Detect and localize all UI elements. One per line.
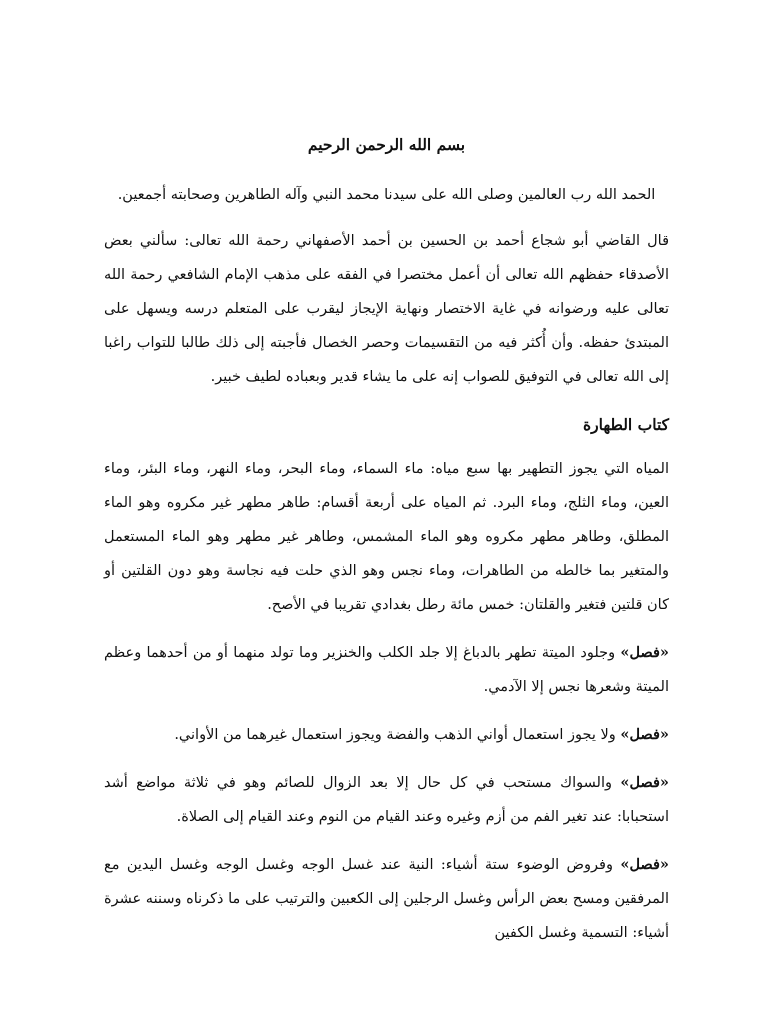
section-label: «فصل» — [620, 644, 669, 661]
section-label: «فصل» — [620, 856, 669, 873]
section-label: «فصل» — [620, 774, 669, 791]
praise-line: الحمد الله رب العالمين وصلى الله على سيدنا محمد النبي وآله الطاهرين وصحابته أجمعين. — [117, 187, 656, 203]
basmala-heading: بسم الله الرحمن الرحيم — [307, 135, 466, 154]
section-text: والسواك مستحب في كل حال إلا بعد الزوال للصائم وهو في ثلاثة مواضع أشد استحبابا: عند تغير الفم من أزم وغيره وعند القيام من النوم وعند القيام إلى الصلاة. — [104, 775, 669, 825]
section-text: وجلود الميتة تطهر بالدباغ إلا جلد الكلب والخنزير وما تولد منهما أو من أحدهما وعظم الميتة وشعرها نجس إلا الآدمي. — [104, 645, 669, 695]
section-paragraph — [104, 766, 669, 834]
waters-paragraph: المياه التي يجوز التطهير بها سبع مياه: ماء السماء، وماء البحر، وماء النهر، وماء البئر، وماء العين، وماء الثلج، وماء البرد. ثم المياه على أربعة أقسام: طاهر مطهر غير مكروه وهو الماء المطلق، وطاهر مطهر مكروه وهو الماء المشمس، وطاهر غير مطهر وهو الماء المستعمل والمتغير بما خالطه من الطاهرات، وماء نجس وهو الذي حلت فيه نجاسة وهو دون القلتين أو كان قلتين فتغير والقلتان: خمس مائة رطل بغدادي تقريبا في الأصح. — [104, 461, 669, 613]
section-text: ولا يجوز استعمال أواني الذهب والفضة ويجوز استعمال غيرهما من الأواني. — [174, 727, 621, 743]
section-text: وفروض الوضوء ستة أشياء: النية عند غسل الوجه وغسل الوجه وغسل اليدين مع المرفقين ومسح بعض الرأس وغسل الرجلين إلى الكعبين والترتيب على ما ذكرناه وسننه عشرة أشياء: التسمية وغسل الكفين — [104, 857, 669, 941]
intro-paragraph: قال القاضي أبو شجاع أحمد بن الحسين بن أحمد الأصفهاني رحمة الله تعالى: سألني بعض الأصدقاء حفظهم الله تعالى أن أعمل مختصرا في الفقه على مذهب الإمام الشافعي رحمة الله تعالى عليه ورضوانه في غاية الاختصار ونهاية الإيجاز ليقرب على المتعلم درسه ويسهل على المبتدئ حفظه. وأن أُكثر فيه من التقسيمات وحصر الخصال فأجبته إلى ذلك طالبا للتواب راغبا إلى الله تعالى في التوفيق للصواب إنه على ما يشاء قدير وبعباده لطيف خبير. — [104, 233, 669, 385]
section-paragraph — [104, 636, 669, 704]
section-paragraph — [104, 718, 669, 752]
document-page — [104, 128, 669, 964]
book-title: كتاب الطهارة — [583, 415, 669, 434]
section-paragraph — [104, 848, 669, 950]
section-label: «فصل» — [620, 726, 669, 743]
